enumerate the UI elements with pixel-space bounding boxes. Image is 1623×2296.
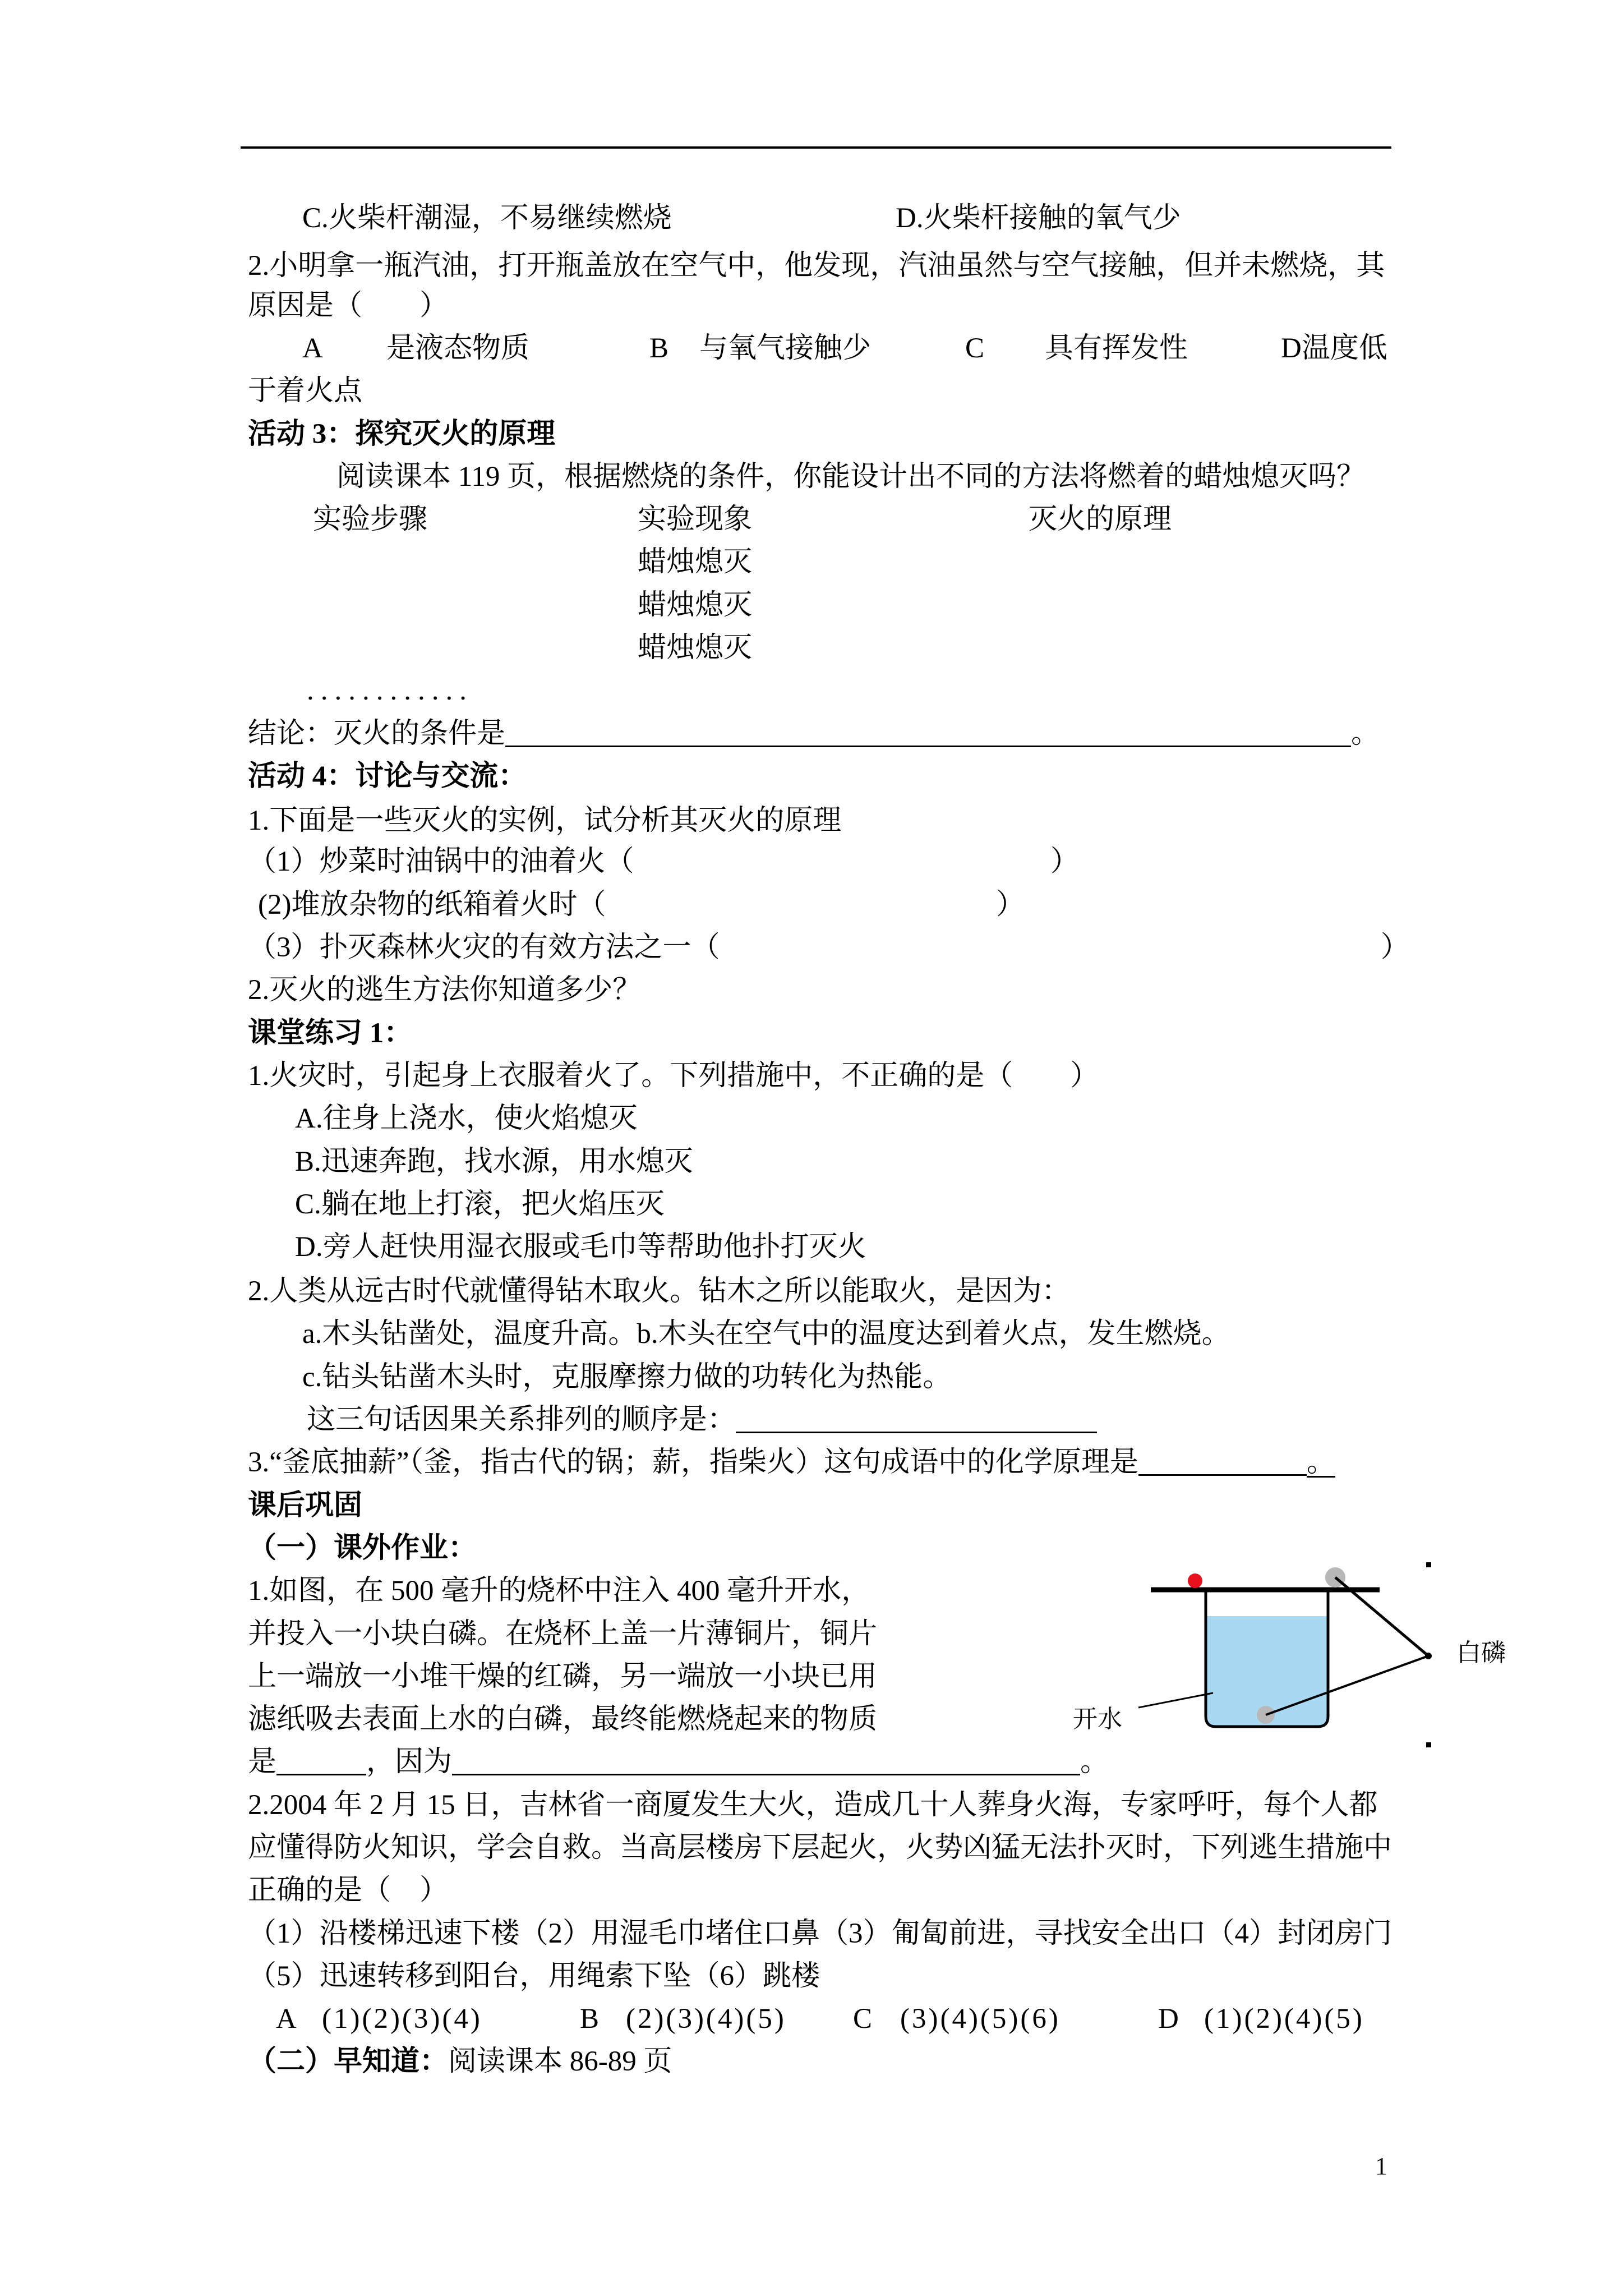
practice1-title: 课堂练习 1： (248, 1018, 413, 1049)
activity3-intro: 阅读课本 119 页，根据燃烧的条件，你能设计出不同的方法将燃着的蜡烛熄灭吗？ (336, 461, 1366, 493)
header-rule (241, 146, 1391, 149)
gasoline-option-d-continued: 于着火点 (248, 375, 363, 407)
corner-mark (1426, 1742, 1431, 1747)
option-letter: D (1158, 2003, 1179, 2035)
conclusion-label: 结论：灭火的条件是 (248, 718, 506, 749)
option-text: 具有挥发性 (1045, 333, 1188, 364)
option-text: (1)(2)(4)(5) (1204, 2003, 1364, 2035)
practice1-q1-option-a: A.往身上浇水，使火焰熄灭 (295, 1103, 638, 1134)
option-letter: C (853, 2003, 873, 2035)
consolidation-title: 课后巩固 (248, 1490, 363, 1521)
activity3-title: 活动 3：探究灭火的原理 (248, 418, 556, 450)
practice1-q3-end: 。 (1307, 1447, 1336, 1478)
beaker-experiment-figure (1054, 1548, 1525, 1773)
ellipsis-dots: ............ (307, 675, 473, 706)
option-letter: C (965, 333, 985, 364)
option-text: 与氧气接触少 (699, 333, 872, 364)
preview-text: 阅读课本 86-89 页 (448, 2046, 672, 2077)
order-prompt: 这三句话因果关系排列的顺序是： (307, 1404, 736, 1435)
practice1-q2-statement: c.钻头钻凿木头时，克服摩擦力做的功转化为热能。 (302, 1361, 952, 1393)
answer-middle: ，因为 (366, 1746, 453, 1778)
white-phosphorus-leader-line (1335, 1577, 1428, 1656)
option-text: (2)(3)(4)(5) (626, 2003, 786, 2035)
option-letter: B (580, 2003, 600, 2035)
practice1-q3-line (248, 1446, 1335, 1479)
corner-mark (1426, 1562, 1431, 1567)
example-3-close-paren: ） (1381, 932, 1410, 963)
activity4-q1: 1.下面是一些灭火的实例，试分析其灭火的原理 (248, 805, 842, 836)
header-steps: 实验步骤 (313, 504, 428, 535)
header-phenomena: 实验现象 (638, 504, 753, 535)
gasoline-question-options (0, 332, 1623, 365)
conclusion-line (248, 717, 1380, 751)
option-text: 是液态物质 (386, 333, 530, 364)
conclusion-answer-blank (505, 723, 1351, 747)
answer-end: 。 (1080, 1746, 1109, 1778)
example-1-close-paren: ） (1050, 846, 1080, 877)
principle-answer-blank (1138, 1452, 1307, 1476)
practice1-q2-statement: a.木头钻凿处，温度升高。b.木头在空气中的温度达到着火点，发生燃烧。 (302, 1318, 1230, 1350)
red-phosphorus-dot (1188, 1573, 1202, 1588)
activity4-title: 活动 4：讨论与交流： (248, 761, 527, 792)
practice1-q1-option-c: C.躺在地上打滚，把火焰压灭 (295, 1189, 665, 1220)
homework-q1-line: 上一端放一小堆干燥的红磷，另一端放一小块已用 (248, 1661, 878, 1692)
option-letter: A (276, 2003, 297, 2035)
practice1-q3-stem: 3.“釜底抽薪”（釜，指古代的锅；薪，指柴火）这句成语中的化学原理是 (248, 1447, 1139, 1478)
option-text: (1)(2)(3)(4) (322, 2003, 482, 2035)
practice1-q1-stem: 1.火灾时，引起身上衣服着火了。下列措施中，不正确的是（ ） (248, 1060, 1099, 1092)
activity4-q2: 2.灭火的逃生方法你知道多少？ (248, 974, 642, 1006)
substance-answer-blank (276, 1751, 366, 1775)
example-2-close-paren: ） (996, 889, 1025, 921)
preview-title: （二）早知道： (248, 2046, 449, 2077)
gasoline-question-stem-line2: 原因是（ ） (248, 290, 449, 321)
conclusion-end: 。 (1351, 718, 1380, 749)
answer-prefix: 是 (248, 1746, 277, 1778)
practice1-q2-stem: 2.人类从远古时代就懂得钻木取火。钻木之所以能取火，是因为： (248, 1276, 1071, 1307)
example-3: （3）扑灭森林火灾的有效方法之一（ (248, 932, 720, 963)
experiment-table-headers (0, 503, 1623, 536)
reason-answer-blank (452, 1751, 1080, 1775)
homework-q2-options (0, 2002, 1623, 2036)
page-number: 1 (1375, 2152, 1387, 2180)
homework-q2-line: 正确的是（ ） (248, 1875, 449, 1906)
phenomenon-row: 蜡烛熄灭 (638, 632, 753, 664)
header-principle: 灭火的原理 (1029, 504, 1172, 535)
homework-q2-measures: （5）迅速转移到阳台，用绳索下坠（6）跳楼 (248, 1961, 820, 1992)
homework-title: （一）课外作业： (248, 1533, 477, 1564)
homework-q1-answer-line (248, 1745, 1109, 1779)
prev-question-options-row (0, 201, 1623, 235)
gasoline-question-stem-line1: 2.小明拿一瓶汽油，打开瓶盖放在空气中，他发现，汽油虽然与空气接触，但并未燃烧，其 (248, 250, 1385, 282)
practice1-q2-order-line (307, 1403, 1097, 1437)
homework-q1-line: 并投入一小块白磷。在烧杯上盖一片薄铜片，铜片 (248, 1618, 878, 1650)
practice1-q1-option-d: D.旁人赶快用湿衣服或毛巾等帮助他扑打灭火 (295, 1231, 866, 1263)
order-answer-blank (736, 1409, 1097, 1433)
example-1: （1）炒菜时油锅中的油着火（ (248, 846, 634, 877)
white-phosphorus-label: 白磷 (1456, 1639, 1506, 1667)
example-2: (2)堆放杂物的纸箱着火时（ (258, 889, 606, 921)
prev-option-d: D.火柴杆接触的氧气少 (896, 203, 1181, 234)
option-text: (3)(4)(5)(6) (900, 2003, 1061, 2035)
boiling-water-leader-line (1138, 1693, 1213, 1708)
option-letter: A (302, 333, 323, 364)
option-d (1281, 332, 1387, 365)
phenomenon-row: 蜡烛熄灭 (638, 590, 753, 621)
phenomenon-row: 蜡烛熄灭 (638, 546, 753, 578)
option-letter: B (649, 333, 669, 364)
homework-q1-line: 1.如图，在 500 毫升的烧杯中注入 400 毫升开水， (248, 1575, 870, 1607)
homework-q2-measures: （1）沿楼梯迅速下楼（2）用湿毛巾堵住口鼻（3）匍匐前进，寻找安全出口（4）封闭房门 (248, 1918, 1393, 1949)
preview-line (248, 2045, 672, 2078)
boiling-water-label: 开水 (1073, 1705, 1122, 1733)
leader-point (1425, 1653, 1432, 1659)
homework-q2-line: 2.2004 年 2 月 15 日，吉林省一商厦发生大火，造成几十人葬身火海，专家呼吁，每个人都 (248, 1789, 1378, 1821)
practice1-q1-option-b: B.迅速奔跑，找水源，用水熄灭 (295, 1146, 693, 1177)
option-letter: D (1281, 333, 1302, 364)
prev-option-c: C.火柴杆潮湿，不易继续燃烧 (302, 203, 672, 234)
homework-q2-line: 应懂得防火知识，学会自救。当高层楼房下层起火，火势凶猛无法扑灭时，下列逃生措施中 (248, 1832, 1393, 1864)
option-text: 温度低 (1301, 333, 1387, 364)
homework-q1-line: 滤纸吸去表面上水的白磷，最终能燃烧起来的物质 (248, 1704, 878, 1735)
